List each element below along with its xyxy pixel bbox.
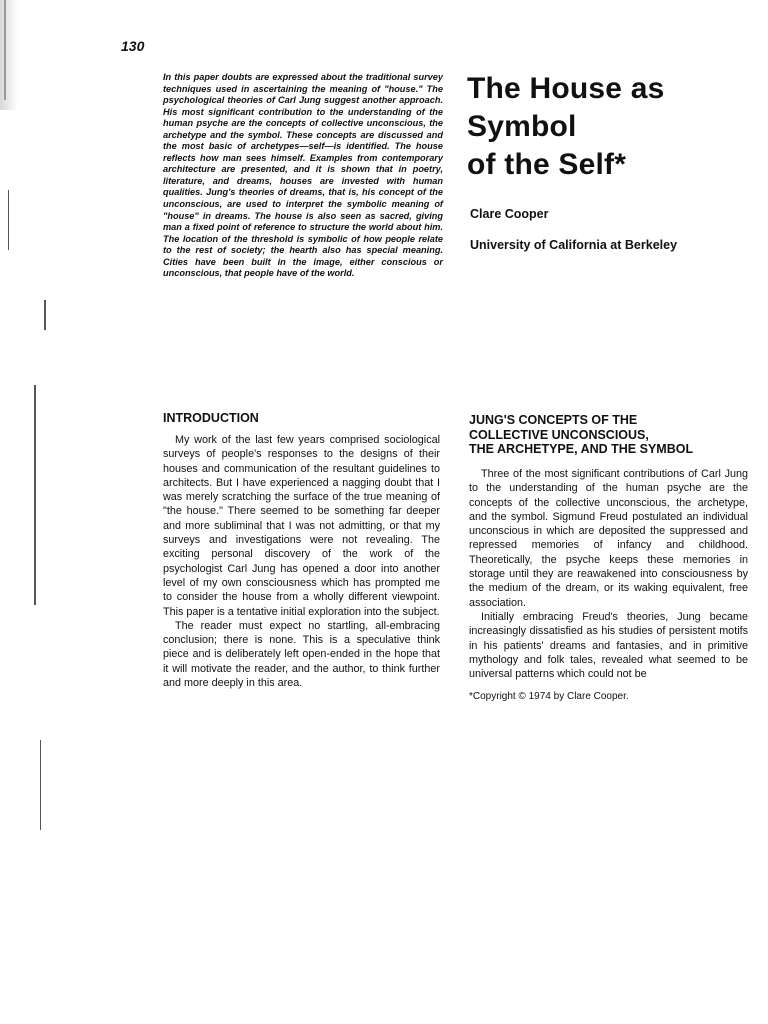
paragraph: My work of the last few years comprised sociological surveys of people's responses to the designs of their houses and communication of the resultant guidelines to architects. But I have experienced a nagging doubt that I was merely scratching the surface of the true meaning of "the house." There seemed to be something far deeper and more subliminal that I was not admitting, or that my surveys and investigations were not revealing. The exciting personal discovery of the work of the psychologist Carl Jung has opened a door into another level of my own consciousness which has prompted me to consider the house from a wholly different viewpoint. This paper is a tentative initial exploration into the subject. xyxy=(163,434,440,618)
jung-section-body xyxy=(469,467,748,681)
scan-speck xyxy=(8,190,9,250)
page-number: 130 xyxy=(121,38,145,54)
introduction-body xyxy=(163,433,440,690)
abstract: In this paper doubts are expressed about the traditional survey techniques used in ascertaining the meaning of "house." The psychological theories of Carl Jung suggest another approach. His most significant contribution to the understanding of the human psyche are the concepts of collective unconscious, the archetype and the symbol. These concepts are discussed and the most basic of archetypes—self—is identified. The house reflects how man sees himself. Examples from contemporary architecture are presented, and it is shown that in poetry, literature, and dreams, houses are invested with human qualities. Jung's theories of dreams, that is, his concept of the unconscious, are used to interpret the symbolic meaning of "house" in dreams. The house is also seen as sacred, giving man a fixed point of reference to structure the world about him. The location of the threshold is symbolic of how people relate to the rest of society; the hearth also has special meaning. Cities have been built in the image, either conscious or unconscious, that people have of the world. xyxy=(163,72,443,279)
title-line: of the Self* xyxy=(467,148,627,181)
copyright-footnote: *Copyright © 1974 by Clare Cooper. xyxy=(469,691,629,702)
author-affiliation: University of California at Berkeley xyxy=(470,238,678,252)
heading-line: JUNG'S CONCEPTS OF THE xyxy=(469,413,638,427)
author-name: Clare Cooper xyxy=(470,207,549,221)
section-heading-introduction: INTRODUCTION xyxy=(163,411,259,425)
title-line: The House as xyxy=(467,72,665,105)
scan-speck xyxy=(40,740,41,830)
heading-line: COLLECTIVE UNCONSCIOUS, xyxy=(469,427,649,442)
title-line: Symbol xyxy=(467,110,577,143)
heading-line: THE ARCHETYPE, AND THE SYMBOL xyxy=(469,442,694,456)
article-title xyxy=(467,70,747,184)
scan-speck xyxy=(44,300,46,330)
scan-edge-shadow xyxy=(0,0,18,110)
section-heading-jung xyxy=(469,413,739,457)
paragraph: The reader must expect no startling, all-embracing conclusion; there is none. This is a speculative think piece and is deliberately left open-ended in the hope that it will motivate the reader, and the author, to think further and more deeply in this area. xyxy=(163,619,440,690)
paragraph: Three of the most significant contributions of Carl Jung to the understanding of the human psyche are the concepts of the collective unconscious, the archetype, and the symbol. Sigmund Freud postulated an individual unconscious in which are deposited the suppressed and repressed memories of infancy and childhood. Theoretically, the psyche keeps these memories in storage until they are reawakened into consciousness by the medium of the dream, or its waking equivalent, free association. xyxy=(469,468,748,609)
scan-speck xyxy=(34,385,36,605)
paragraph: Initially embracing Freud's theories, Jung became increasingly dissatisfied as his studies of persistent motifs in his patients' dreams and fantasies, and in primitive mythology and folk tales, revealed what seemed to be universal patterns which could not be xyxy=(469,610,748,681)
